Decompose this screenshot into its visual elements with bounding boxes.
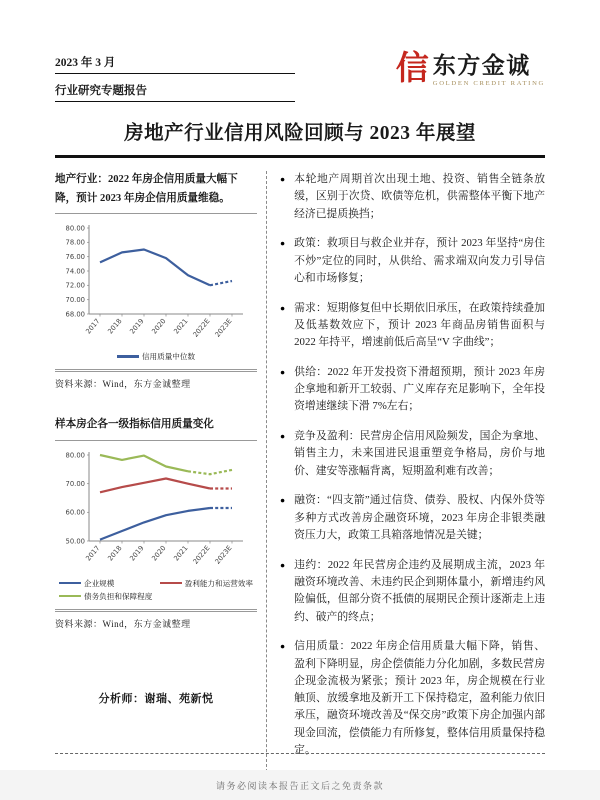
summary-column xyxy=(267,171,545,772)
svg-text:2020: 2020 xyxy=(150,543,168,563)
chart1-box xyxy=(55,213,257,372)
bullet-item xyxy=(280,171,545,223)
credit-quality-median-chart xyxy=(55,222,249,350)
svg-text:70.00: 70.00 xyxy=(65,479,85,488)
bullet-item xyxy=(280,492,545,544)
brand-logo xyxy=(395,51,545,88)
chart2-source-note: 资料来源：Wind，东方金诚整理 xyxy=(55,618,191,629)
bullet-list xyxy=(280,171,545,759)
bullet-dot-icon: ● xyxy=(280,495,286,506)
svg-text:2019: 2019 xyxy=(128,543,146,563)
header-left xyxy=(55,54,295,102)
bullet-text: 本轮地产周期首次出现土地、投资、销售全链条放缓，区别于次贷、欧债等危机，供需整体平衡下地产经济已提质换挡； xyxy=(294,173,545,220)
legend-line-swatch xyxy=(59,595,81,598)
svg-text:2021: 2021 xyxy=(172,543,190,563)
svg-text:2018: 2018 xyxy=(106,543,124,563)
bullet-dot-icon: ● xyxy=(280,559,286,570)
chart1-caption: 地产行业：2022 年房企信用质量大幅下降，预计 2023 年房企信用质量维稳。 xyxy=(55,174,238,204)
indicator-quality-chart xyxy=(55,449,249,577)
legend-item xyxy=(160,578,253,589)
svg-text:50.00: 50.00 xyxy=(65,536,85,545)
disclaimer-text: 请务必阅读本报告正文后之免责条款 xyxy=(215,780,384,791)
svg-text:2020: 2020 xyxy=(150,317,168,336)
svg-text:2023E: 2023E xyxy=(213,543,234,566)
bullet-dot-icon: ● xyxy=(280,302,286,313)
bullet-text: 违约：2022 年民营房企违约及展期成主流，2023 年融资环境改善、未违约民企到期体量小，新增违约风险偏低，但部分资不抵债的展期民企预计逐渐走上违约、破产的终点； xyxy=(294,558,545,623)
bullet-text: 需求：短期修复但中长期依旧承压，在政策持续叠加及低基数效应下，预计 2023 年商品房销售面积与 2022 年持平，增速前低后高呈“V 字曲线”； xyxy=(294,301,545,349)
svg-text:2018: 2018 xyxy=(106,317,124,336)
bullet-item xyxy=(280,300,545,352)
svg-text:2019: 2019 xyxy=(128,317,146,336)
svg-text:68.00: 68.00 xyxy=(65,310,85,319)
legend-item xyxy=(59,578,114,589)
bullet-dot-icon: ● xyxy=(280,238,286,249)
bullet-text: 竞争及盈利：民营房企信用风险频发，国企为拿地、销售主力，未来国进民退重塑竞争格局，房价与地价、建安等涨幅背离，短期盈利难有改善； xyxy=(294,430,545,477)
spacer xyxy=(55,390,257,416)
bullet-dot-icon: ● xyxy=(280,366,286,377)
legend-label: 盈利能力和运营效率 xyxy=(184,578,253,588)
legend-item xyxy=(59,591,152,602)
brand-name: 东方金诚 xyxy=(432,53,531,78)
bullet-text: 融资：“四支箭”通过信贷、债券、股权、内保外贷等多种方式改善房企融资环境，2023 年房企非银类融资压力大，政策工具箱落地情况是关键； xyxy=(294,494,545,542)
legend-label: 信用质量中位数 xyxy=(141,352,196,362)
svg-text:74.00: 74.00 xyxy=(65,267,85,276)
svg-text:2017: 2017 xyxy=(84,543,102,563)
bullet-item xyxy=(280,364,545,416)
svg-text:72.00: 72.00 xyxy=(65,281,85,290)
legend-item xyxy=(117,351,195,362)
svg-text:2022E: 2022E xyxy=(191,543,212,566)
svg-text:70.00: 70.00 xyxy=(65,296,85,305)
chart1-source-note: 资料来源：Wind，东方金诚整理 xyxy=(55,379,191,390)
chart1-legend xyxy=(55,350,257,366)
svg-text:2021: 2021 xyxy=(172,317,190,336)
golden-credit-seal-icon: 信 xyxy=(395,51,429,87)
svg-text:76.00: 76.00 xyxy=(65,253,85,262)
svg-text:60.00: 60.00 xyxy=(65,508,85,517)
report-date: 2023 年 3 月 xyxy=(55,54,295,74)
svg-text:80.00: 80.00 xyxy=(65,224,85,233)
report-body xyxy=(55,171,545,772)
legend-label: 企业规模 xyxy=(84,578,115,588)
svg-text:2017: 2017 xyxy=(84,317,102,336)
legend-line-swatch xyxy=(160,582,182,585)
bullet-item xyxy=(280,428,545,480)
report-header xyxy=(55,51,545,102)
brand-subtitle: GOLDEN CREDIT RATING xyxy=(432,80,545,88)
svg-text:80.00: 80.00 xyxy=(65,450,85,459)
svg-text:2022E: 2022E xyxy=(191,317,212,339)
analysts-line: 分析师：谢瑞、苑新悦 xyxy=(98,692,214,705)
bullet-text: 信用质量：2022 年房企信用质量大幅下降，销售、盈利下降明显，房企偿债能力分化加剧，多数民营房企现金流极为紧张；预计 2023 年，房企规模在行业触顶、放缓拿地及新开工下保持稳定，盈利能力依旧承压，融资环境改善及“保交房”政策下房企加强内部现金回流，偿债能力有所修复，整体信用质量保持稳定。 xyxy=(294,640,545,756)
footer-bar xyxy=(0,770,600,800)
bullet-text: 供给：2022 年开发投资下滑超预期，预计 2023 年房企拿地和新开工较弱、广义库存充足影响下，全年投资增速继续下滑 7%左右； xyxy=(294,365,545,413)
charts-column xyxy=(55,171,257,772)
bullet-item xyxy=(280,235,545,287)
legend-line-swatch xyxy=(59,582,81,585)
bullet-dot-icon: ● xyxy=(280,431,286,442)
chart2-legend xyxy=(55,577,257,606)
report-type-label: 行业研究专题报告 xyxy=(55,74,295,102)
bullet-item xyxy=(280,557,545,626)
bullet-item xyxy=(280,638,545,759)
bullet-dot-icon: ● xyxy=(280,641,286,652)
chart2-caption: 样本房企各一级指标信用质量变化 xyxy=(55,419,214,431)
svg-text:2023E: 2023E xyxy=(213,317,234,339)
bullet-dot-icon: ● xyxy=(280,174,286,184)
footer-dashed-rule xyxy=(55,753,545,754)
brand-text xyxy=(433,54,545,87)
page-title: 房地产行业信用风险回顾与 2023 年展望 xyxy=(55,117,545,158)
svg-text:78.00: 78.00 xyxy=(65,238,85,247)
chart2-box xyxy=(55,440,257,612)
legend-line-swatch xyxy=(117,355,139,358)
legend-label: 债务负担和保障程度 xyxy=(84,591,153,601)
bullet-text: 政策：救项目与救企业并存，预计 2023 年坚持“房住不炒”定位的同时，从供给、需求端双向发力引导信心和市场修复； xyxy=(294,237,545,284)
